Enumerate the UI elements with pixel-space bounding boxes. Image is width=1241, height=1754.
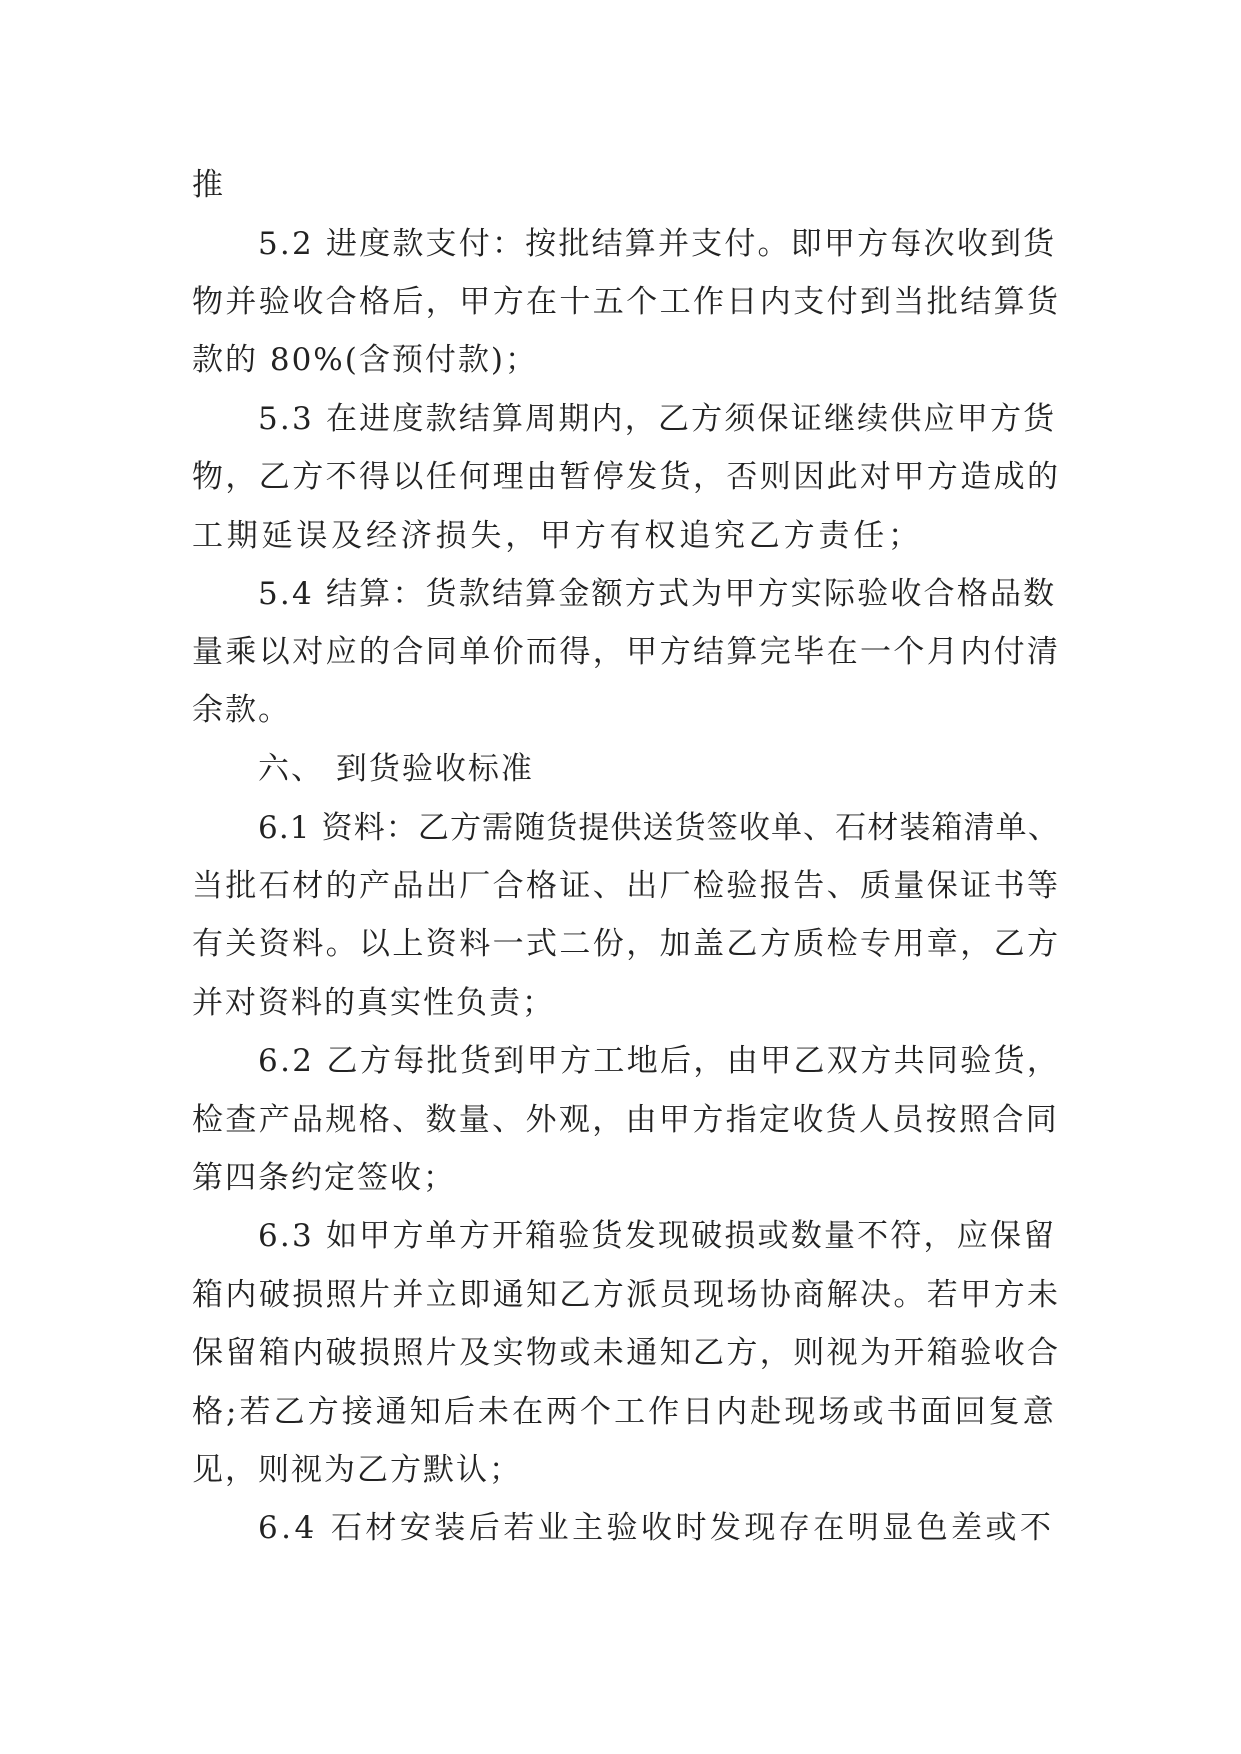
- text-line: 见，则视为乙方默认；: [192, 1452, 522, 1488]
- clause-6-1: 6.1 资料：乙方需随货提供送货签收单、石材装箱清单、: [258, 810, 1060, 846]
- text-line: 余款。: [192, 692, 291, 728]
- text-line: 量乘以对应的合同单价而得，甲方结算完毕在一个月内付清: [192, 634, 1061, 670]
- text-line: 工期延误及经济损失，甲方有权追究乙方责任；: [192, 518, 923, 554]
- text-line: 并对资料的真实性负责；: [192, 985, 555, 1021]
- clause-6-3: 6.3 如甲方单方开箱验货发现破损或数量不符，应保留: [258, 1218, 1057, 1254]
- clause-5-4: 5.4 结算：货款结算金额方式为甲方实际验收合格品数: [258, 576, 1057, 612]
- text-line: 物，乙方不得以任何理由暂停发货，否则因此对甲方造成的: [192, 459, 1061, 495]
- text-line: 物并验收合格后，甲方在十五个工作日内支付到当批结算货: [192, 284, 1061, 320]
- clause-6-4: 6.4 石材安装后若业主验收时发现存在明显色差或不: [258, 1510, 1055, 1546]
- text-line: 保留箱内破损照片及实物或未通知乙方，则视为开箱验收合: [192, 1335, 1061, 1371]
- clause-5-3: 5.3 在进度款结算周期内，乙方须保证继续供应甲方货: [258, 401, 1057, 437]
- text-line: 检查产品规格、数量、外观，由甲方指定收货人员按照合同: [192, 1102, 1060, 1138]
- text-line: 第四条约定签收；: [192, 1160, 456, 1196]
- text-line: 当批石材的产品出厂合格证、出厂检验报告、质量保证书等: [192, 868, 1061, 904]
- clause-6-2: 6.2 乙方每批货到甲方工地后，由甲乙双方共同验货，: [258, 1043, 1061, 1079]
- clause-5-2: 5.2 进度款支付：按批结算并支付。即甲方每次收到货: [258, 226, 1057, 262]
- text-line: 款的 80%(含预付款)；: [192, 342, 538, 378]
- text-line: 有关资料。以上资料一式二份，加盖乙方质检专用章，乙方: [192, 926, 1061, 962]
- section-heading-6: 六、 到货验收标准: [258, 751, 534, 787]
- text-line: 格;若乙方接通知后未在两个工作日内赴现场或书面回复意: [192, 1394, 1057, 1430]
- text-line: 推: [192, 167, 223, 203]
- text-line: 箱内破损照片并立即通知乙方派员现场协商解决。若甲方未: [192, 1277, 1061, 1313]
